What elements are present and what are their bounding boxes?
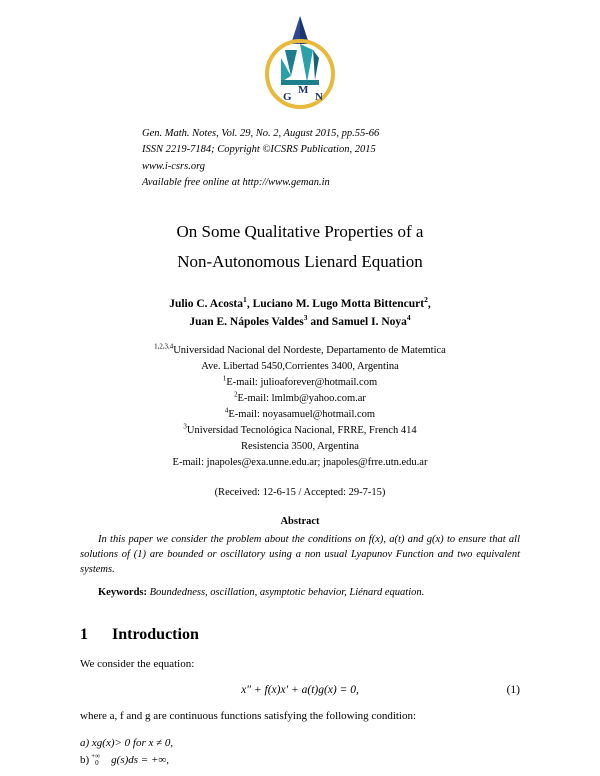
abstract-heading: Abstract bbox=[280, 515, 320, 527]
affiliations bbox=[80, 343, 520, 471]
condition-b-label: b) bbox=[80, 753, 90, 766]
affiliation-email-3: E-mail: jnapoles@exa.unne.edu.ar; jnapoles@frre.utn.edu.ar bbox=[172, 457, 428, 469]
affiliation-email-2 bbox=[80, 391, 520, 407]
condition-list bbox=[80, 735, 520, 769]
author-acosta-sup: 1 bbox=[243, 294, 247, 304]
author-acosta: Julio C. Acosta bbox=[169, 297, 244, 310]
journal-header bbox=[142, 126, 520, 191]
affiliation-sup-1234: 1,2,3,4 bbox=[154, 343, 174, 351]
equation-1-body: x″ + f(x)x′ + a(t)g(x) = 0, bbox=[241, 684, 359, 697]
intro-paragraph-2: where a, f and g are continuous functions satisfying the following condition: bbox=[80, 710, 417, 723]
journal-logo bbox=[80, 0, 520, 122]
author-noya-sup: 4 bbox=[406, 313, 411, 323]
keywords-value: Boundedness, oscillation, asymptotic behavior, Liénard equation. bbox=[149, 586, 425, 598]
section-heading-introduction bbox=[80, 626, 520, 644]
email-text-2: E-mail: lmlmb@yahoo.com.ar bbox=[237, 393, 366, 405]
affiliation-email-1 bbox=[80, 375, 520, 391]
author-lugo-sup: 2 bbox=[424, 294, 428, 304]
title-line-2: Non-Autonomous Lienard Equation bbox=[177, 251, 423, 271]
author-line-1 bbox=[80, 295, 520, 313]
svg-text:N: N bbox=[315, 91, 323, 103]
intro-paragraph-1: We consider the equation: bbox=[80, 657, 195, 670]
svg-text:G: G bbox=[283, 91, 292, 103]
condition-b-rest: g(s)ds = +∞, bbox=[111, 753, 169, 766]
abstract-body: In this paper we consider the problem about the conditions on f(x), a(t) and g(x) to ensure that all solutions of (1) are bounded or oscillatory using a non usual Lyapunov Function and two equivalent systems. bbox=[80, 533, 520, 576]
author-line-2 bbox=[80, 313, 520, 331]
journal-citation-line: Gen. Math. Notes, Vol. 29, No. 2, August 2015, pp.55-66 bbox=[142, 128, 380, 139]
author-line1-comma: , bbox=[427, 297, 431, 310]
email-sup-2: 2 bbox=[234, 391, 238, 399]
author-noya: and Samuel I. Noya bbox=[307, 315, 407, 328]
affiliation-email-4 bbox=[80, 407, 520, 423]
section-title: Introduction bbox=[112, 625, 199, 643]
logo-graphic bbox=[257, 14, 343, 112]
affiliation-line-1 bbox=[80, 343, 520, 359]
author-lugo: , Luciano M. Lugo Motta Bittencurt bbox=[246, 297, 425, 310]
author-napoles: Juan E. Nápoles Valdes bbox=[189, 315, 304, 328]
affiliation-sup-3: 3 bbox=[183, 423, 187, 431]
affiliation-line-4: Resistencia 3500, Argentina bbox=[241, 441, 359, 453]
affiliation-line-2: Ave. Libertad 5450,Corrientes 3400, Argentina bbox=[201, 361, 399, 373]
affiliation-line-3 bbox=[80, 423, 520, 439]
author-list bbox=[80, 295, 520, 332]
journal-issn-line: ISSN 2219-7184; Copyright ©ICSRS Publication, 2015 bbox=[142, 144, 376, 156]
journal-website-line: www.i-csrs.org bbox=[142, 160, 206, 172]
journal-online-line: Available free online at http://www.geman.in bbox=[142, 176, 330, 188]
keywords-label: Keywords: bbox=[98, 586, 147, 598]
integral-lower-limit: 0 bbox=[95, 758, 99, 767]
equation-1-number: (1) bbox=[506, 684, 520, 697]
author-napoles-sup: 3 bbox=[303, 313, 308, 323]
received-accepted-line: (Received: 12-6-15 / Accepted: 29-7-15) bbox=[214, 486, 386, 498]
title-line-1: On Some Qualitative Properties of a bbox=[176, 222, 424, 242]
email-text-1: E-mail: julioaforever@hotmail.com bbox=[226, 377, 378, 389]
affiliation-utn: Universidad Tecnológica Nacional, FRRE, French 414 bbox=[186, 425, 417, 437]
affiliation-unne: Universidad Nacional del Nordeste, Departamento de Matemtica bbox=[173, 345, 446, 357]
keywords-line bbox=[80, 585, 520, 600]
condition-item-b bbox=[80, 752, 520, 769]
equation-1 bbox=[80, 684, 520, 696]
email-sup-4: 4 bbox=[224, 407, 229, 415]
condition-item-a: a) xg(x)> 0 for x ≠ 0, bbox=[80, 736, 174, 749]
svg-text:M: M bbox=[298, 84, 309, 96]
page-title bbox=[80, 217, 520, 277]
section-number: 1 bbox=[80, 625, 88, 643]
email-sup-1: 1 bbox=[222, 375, 227, 383]
integral-upper-limit: +∞ bbox=[91, 752, 101, 761]
email-text-4: E-mail: noyasamuel@hotmail.com bbox=[228, 409, 376, 421]
